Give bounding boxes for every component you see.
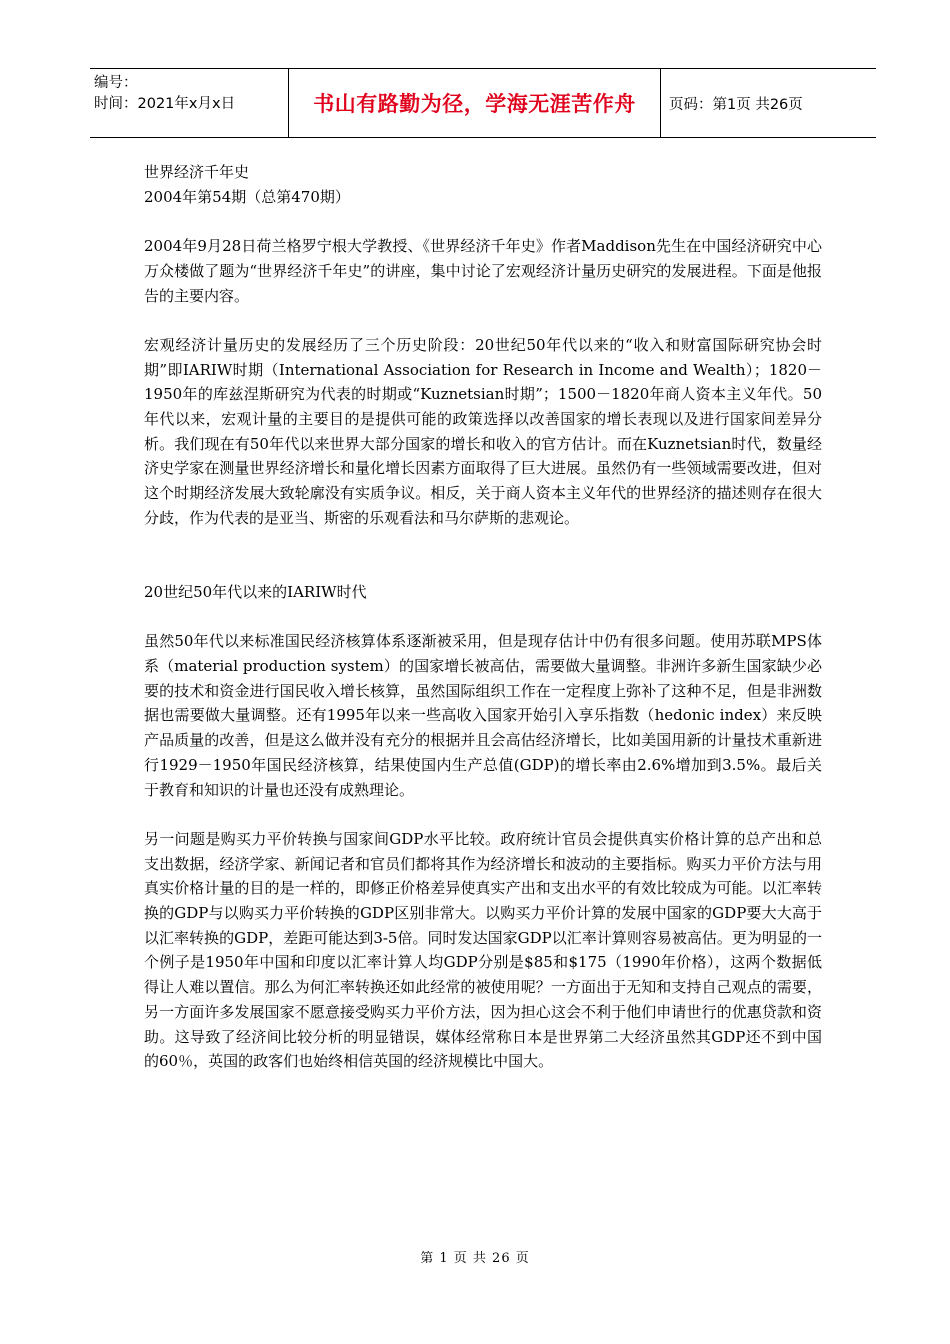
page-footer: 第 1 页 共 26 页 (420, 1251, 530, 1266)
spacer (144, 531, 822, 580)
header-motto: 书山有路勤为径，学海无涯苦作舟 (313, 92, 636, 116)
document-number-label: 编号： (94, 75, 138, 91)
document-time-label: 时间：2021年x月x日 (94, 96, 236, 112)
header-meta (90, 69, 288, 137)
document-title: 世界经济千年史 (144, 163, 250, 181)
spacer (144, 308, 822, 333)
spacer (144, 605, 822, 630)
header-page-cell (661, 69, 876, 137)
issue-line: 2004年第54期（总第470期） (144, 187, 350, 206)
body-paragraph-2: 虽然50年代以来标准国民经济核算体系逐渐被采用，但是现存估计中仍有很多问题。使用苏联MPS体系（material production system）的国家增长被高估，需要做大量调整。非洲许多新生国家缺少必要的技术和资金进行国民收入增长核算，虽然国际组织工作在一定程度上弥补了这种不足，但是非洲数据也需要做大量调整。还有1995年以来一些高收入国家开始引入享乐指数（hedonic index）来反映产品质量的改善，但是这么做并没有充分的根据并且会高估经济增长，比如美国用新的计量技术重新进行1929－1950年国民经济核算，结果使国内生产总值(GDP)的增长率由2.6%增加到3.5%。最后关于教育和知识的计量也还没有成熟理论。 (144, 632, 822, 799)
section-heading: 20世纪50年代以来的IARIW时代 (144, 582, 367, 601)
document-body (144, 160, 822, 1074)
header-table (90, 68, 876, 138)
spacer (144, 802, 822, 827)
intro-paragraph: 2004年9月28日荷兰格罗宁根大学教授、《世界经济千年史》作者Maddison先生在中国经济研究中心万众楼做了题为“世界经济千年史”的讲座，集中讨论了宏观经济计量历史研究的发展进程。下面是他报告的主要内容。 (144, 237, 822, 305)
header-motto-cell (288, 69, 661, 137)
header-page-label: 页码：第1页 共26页 (669, 96, 803, 113)
body-paragraph-1: 宏观经济计量历史的发展经历了三个历史阶段：20世纪50年代以来的“收入和财富国际研究协会时期”即IARIW时期（International Association for Research in Income and Wealth）；1820－1950年的库兹涅斯研究为代表的时期或“Kuznetsian时期”；1500－1820年商人资本主义年代。50年代以来，宏观计量的主要目的是提供可能的政策选择以改善国家的增长表现以及进行国家间差异分析。我们现在有50年代以来世界大部分国家的增长和收入的官方估计。而在Kuznetsian时代，数量经济史学家在测量世界经济增长和量化增长因素方面取得了巨大进展。虽然仍有一些领域需要改进，但对这个时期经济发展大致轮廓没有实质争议。相反，关于商人资本主义年代的世界经济的描述则存在很大分歧，作为代表的是亚当、斯密的乐观看法和马尔萨斯的悲观论。 (144, 335, 822, 527)
spacer (144, 209, 822, 234)
body-paragraph-3: 另一问题是购买力平价转换与国家间GDP水平比较。政府统计官员会提供真实价格计算的总产出和总支出数据，经济学家、新闻记者和官员们都将其作为经济增长和波动的主要指标。购买力平价方法与用真实价格计量的目的是一样的，即修正价格差异使真实产出和支出水平的有效比较成为可能。以汇率转换的GDP与以购买力平价转换的GDP区别非常大。以购买力平价计算的发展中国家的GDP要大大高于以汇率转换的GDP，差距可能达到3-5倍。同时发达国家GDP以汇率计算则容易被高估。更为明显的一个例子是1950年中国和印度以汇率计算人均GDP分别是$85和$175（1990年价格），这两个数据低得让人难以置信。那么为何汇率转换还如此经常的被使用呢？一方面出于无知和支持自己观点的需要，另一方面许多发展国家不愿意接受购买力平价方法，因为担心这会不利于他们申请世行的优惠贷款和资助。这导致了经济间比较分析的明显错误，媒体经常称日本是世界第二大经济虽然其GDP还不到中国的60％，英国的政客们也始终相信英国的经济规模比中国大。 (144, 829, 822, 1071)
